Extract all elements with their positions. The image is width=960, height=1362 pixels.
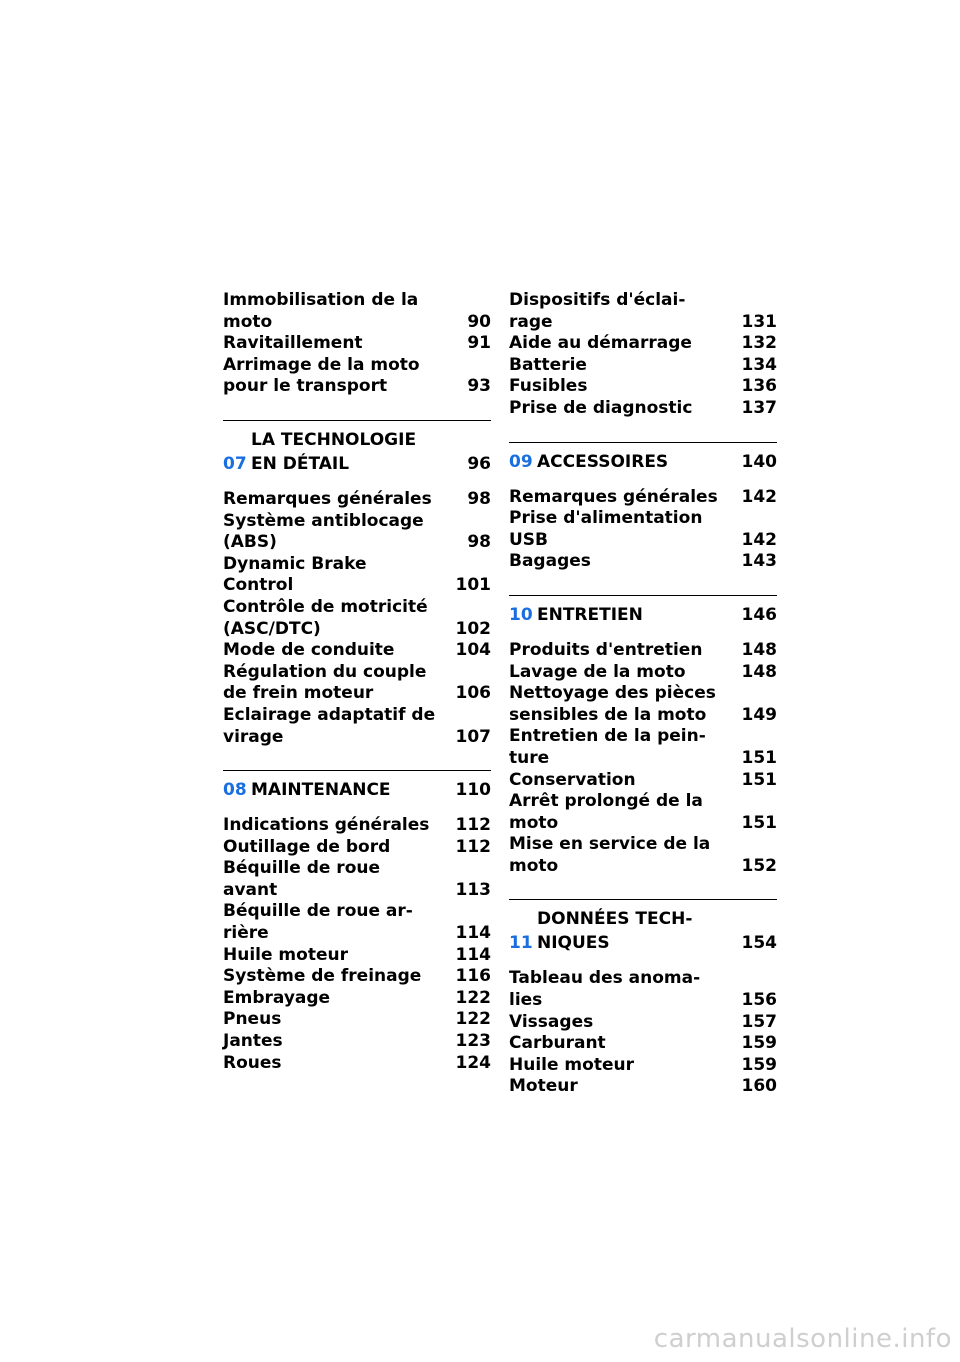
toc-entry-page: 91 — [467, 333, 491, 354]
toc-entry-title: Indications générales — [223, 815, 430, 836]
toc-entry[interactable] — [509, 487, 777, 509]
toc-entry[interactable] — [509, 290, 777, 333]
toc-entry-page: 114 — [455, 944, 491, 965]
toc-entry-title: Nettoyage des pièces sensibles de la moto — [509, 683, 716, 725]
toc-entry-page: 143 — [741, 551, 777, 572]
toc-entry[interactable] — [223, 837, 491, 859]
section-heading[interactable] — [223, 770, 491, 801]
toc-entry-title: Prise d'alimentation USB — [509, 508, 703, 550]
toc-entry-page: 102 — [455, 618, 491, 639]
toc-entry[interactable] — [223, 988, 491, 1010]
toc-entry[interactable] — [223, 1053, 491, 1075]
toc-entry-title: Vissages — [509, 1011, 594, 1032]
toc-entry-title: Huile moteur — [223, 944, 348, 965]
toc-entry[interactable] — [509, 1033, 777, 1055]
section-title — [537, 908, 735, 954]
toc-entry-title: Remarques générales — [223, 488, 432, 509]
toc-entry-page: 106 — [455, 683, 491, 704]
toc-entry[interactable] — [509, 662, 777, 684]
toc-entry-page: 112 — [455, 836, 491, 857]
toc-entry-title: Outillage de bord — [223, 836, 391, 857]
toc-entry[interactable] — [223, 966, 491, 988]
toc-entry-page: 142 — [741, 529, 777, 550]
toc-entry[interactable] — [223, 511, 491, 554]
toc-entry-title: Conservation — [509, 769, 636, 790]
toc-entry[interactable] — [223, 1031, 491, 1053]
toc-entry-page: 123 — [455, 1031, 491, 1052]
toc-entry-title: Embrayage — [223, 987, 331, 1008]
section-number: 07 — [223, 453, 247, 474]
toc-entry-page: 160 — [741, 1076, 777, 1097]
section-heading[interactable] — [223, 420, 491, 475]
section-page: 154 — [741, 933, 777, 954]
section-title — [251, 779, 449, 801]
toc-entry-page: 148 — [741, 661, 777, 682]
toc-entry[interactable] — [509, 1012, 777, 1034]
toc-entry-title: Batterie — [509, 354, 587, 375]
toc-entry[interactable] — [223, 901, 491, 944]
toc-entry-page: 104 — [455, 640, 491, 661]
toc-entry-title: Dynamic Brake Control — [223, 553, 367, 596]
toc-entry-title: Produits d'entretien — [509, 639, 703, 660]
toc-entry[interactable] — [223, 489, 491, 511]
toc-entry[interactable] — [509, 770, 777, 792]
toc-entry-title: Mode de conduite — [223, 640, 395, 661]
toc-entry[interactable] — [223, 1009, 491, 1031]
toc-entry[interactable] — [223, 597, 491, 640]
toc-entry[interactable] — [509, 376, 777, 398]
toc-entry-title: Eclairage adaptatif de virage — [223, 704, 436, 747]
section-number: 10 — [509, 604, 533, 625]
toc-entry-page: 159 — [741, 1054, 777, 1075]
toc-entry-page: 136 — [741, 376, 777, 397]
toc-entry[interactable] — [223, 640, 491, 662]
toc-entry-title: Carburant — [509, 1033, 606, 1054]
toc-entry[interactable] — [223, 554, 491, 597]
toc-entry-title: Moteur — [509, 1076, 578, 1097]
toc-entry[interactable] — [223, 333, 491, 355]
toc-entry[interactable] — [509, 1076, 777, 1098]
toc-entry-title: Système antiblocage (ABS) — [223, 510, 424, 553]
toc-entry[interactable] — [509, 834, 777, 877]
toc-entry[interactable] — [509, 683, 777, 726]
toc-entry-page: 116 — [455, 966, 491, 987]
toc-entry[interactable] — [509, 333, 777, 355]
toc-entry-page: 98 — [467, 488, 491, 509]
toc-entry-title: Roues — [223, 1052, 282, 1073]
watermark: carmanualsonline.info — [653, 1324, 952, 1354]
toc-entry-title: Remarques générales — [509, 486, 718, 507]
section-page: 110 — [455, 780, 491, 801]
toc-entry[interactable] — [509, 551, 777, 573]
toc-entry-title: Système de freinage — [223, 966, 422, 987]
section-page: 96 — [467, 453, 491, 474]
toc-entry-title: Immobilisation de la moto — [223, 290, 419, 332]
toc-entry[interactable] — [509, 726, 777, 769]
toc-entry-page: 131 — [741, 311, 777, 332]
toc-entry[interactable] — [509, 640, 777, 662]
toc-entry-page: 152 — [741, 855, 777, 876]
section-heading[interactable] — [509, 595, 777, 626]
section-title-line1: ACCESSOIRES — [537, 451, 669, 472]
toc-entry-page: 112 — [455, 815, 491, 836]
toc-entry-page: 134 — [741, 354, 777, 375]
toc-column-right — [509, 290, 777, 1098]
toc-entry-title: Contrôle de motricité (ASC/DTC) — [223, 596, 428, 639]
toc-entry[interactable] — [223, 858, 491, 901]
toc-entry-title: Entretien de la pein- ture — [509, 726, 706, 768]
section-page: 140 — [741, 451, 777, 472]
toc-entry-page: 156 — [741, 990, 777, 1011]
toc-entry-page: 151 — [741, 812, 777, 833]
toc-entry-title: Régulation du couple de frein moteur — [223, 661, 427, 704]
section-title-line2: EN DÉTAIL — [251, 453, 350, 474]
toc-entry-title: Arrêt prolongé de la moto — [509, 791, 703, 833]
toc-entry[interactable] — [223, 290, 491, 333]
section-number: 09 — [509, 451, 533, 472]
toc-entry-title: Lavage de la moto — [509, 661, 686, 682]
toc-entry-title: Dispositifs d'éclai- rage — [509, 290, 686, 332]
toc-entry-title: Arrimage de la moto pour le transport — [223, 354, 420, 397]
toc-entry[interactable] — [509, 508, 777, 551]
section-title — [251, 429, 449, 475]
toc-entry[interactable] — [223, 815, 491, 837]
toc-entry[interactable] — [509, 791, 777, 834]
section-title-line1: LA TECHNOLOGIE — [251, 429, 417, 450]
toc-entry-title: Pneus — [223, 1009, 282, 1030]
toc-entry-page: 142 — [741, 486, 777, 507]
toc-entry[interactable] — [509, 355, 777, 377]
toc-entry-page: 107 — [455, 726, 491, 747]
toc-entry-page: 124 — [455, 1052, 491, 1073]
section-title-line1: DONNÉES TECH- — [537, 909, 693, 930]
toc-entry-title: Tableau des anoma- lies — [509, 968, 701, 1011]
section-number: 11 — [509, 933, 533, 954]
toc-entry-page: 122 — [455, 987, 491, 1008]
toc-entry-page: 98 — [467, 532, 491, 553]
toc-entry-title: Mise en service de la moto — [509, 834, 711, 876]
section-title-line1: ENTRETIEN — [537, 604, 643, 625]
toc-entry-title: Ravitaillement — [223, 333, 363, 354]
toc-entry-page: 149 — [741, 704, 777, 725]
toc-entry-page: 93 — [467, 376, 491, 397]
section-title — [537, 604, 735, 626]
toc-column-left — [223, 290, 491, 1074]
toc-entry-title: Béquille de roue ar- rière — [223, 901, 413, 944]
section-heading[interactable] — [509, 899, 777, 954]
toc-entry[interactable] — [509, 968, 777, 1011]
toc-entry-title: Prise de diagnostic — [509, 397, 693, 418]
toc-entry-page: 90 — [467, 311, 491, 332]
toc-entry[interactable] — [509, 1055, 777, 1077]
toc-entry[interactable] — [223, 945, 491, 967]
section-number: 08 — [223, 780, 247, 801]
section-title-line2: NIQUES — [537, 933, 610, 954]
toc-entry-title: Béquille de roue avant — [223, 858, 381, 900]
section-title-line1: MAINTENANCE — [251, 780, 391, 801]
toc-entry[interactable] — [223, 355, 491, 398]
toc-entry-page: 151 — [741, 769, 777, 790]
toc-entry-page: 137 — [741, 397, 777, 418]
toc-entry-page: 132 — [741, 333, 777, 354]
toc-entry-page: 113 — [455, 879, 491, 900]
toc-entry-page: 122 — [455, 1009, 491, 1030]
toc-entry-page: 114 — [455, 923, 491, 944]
toc-entry-page: 151 — [741, 747, 777, 768]
toc-entry-title: Jantes — [223, 1031, 283, 1052]
toc-entry-page: 159 — [741, 1033, 777, 1054]
toc-entry-title: Aide au démarrage — [509, 333, 692, 354]
section-heading[interactable] — [509, 442, 777, 473]
toc-entry-title: Fusibles — [509, 376, 588, 397]
toc-entry-page: 148 — [741, 639, 777, 660]
toc-entry-title: Huile moteur — [509, 1054, 634, 1075]
section-title — [537, 451, 735, 473]
toc-entry-page: 157 — [741, 1011, 777, 1032]
section-page: 146 — [741, 604, 777, 625]
toc-entry-page: 101 — [455, 575, 491, 596]
toc-entry[interactable] — [509, 398, 777, 420]
toc-entry[interactable] — [223, 662, 491, 705]
toc-entry[interactable] — [223, 705, 491, 748]
toc-entry-title: Bagages — [509, 551, 591, 572]
